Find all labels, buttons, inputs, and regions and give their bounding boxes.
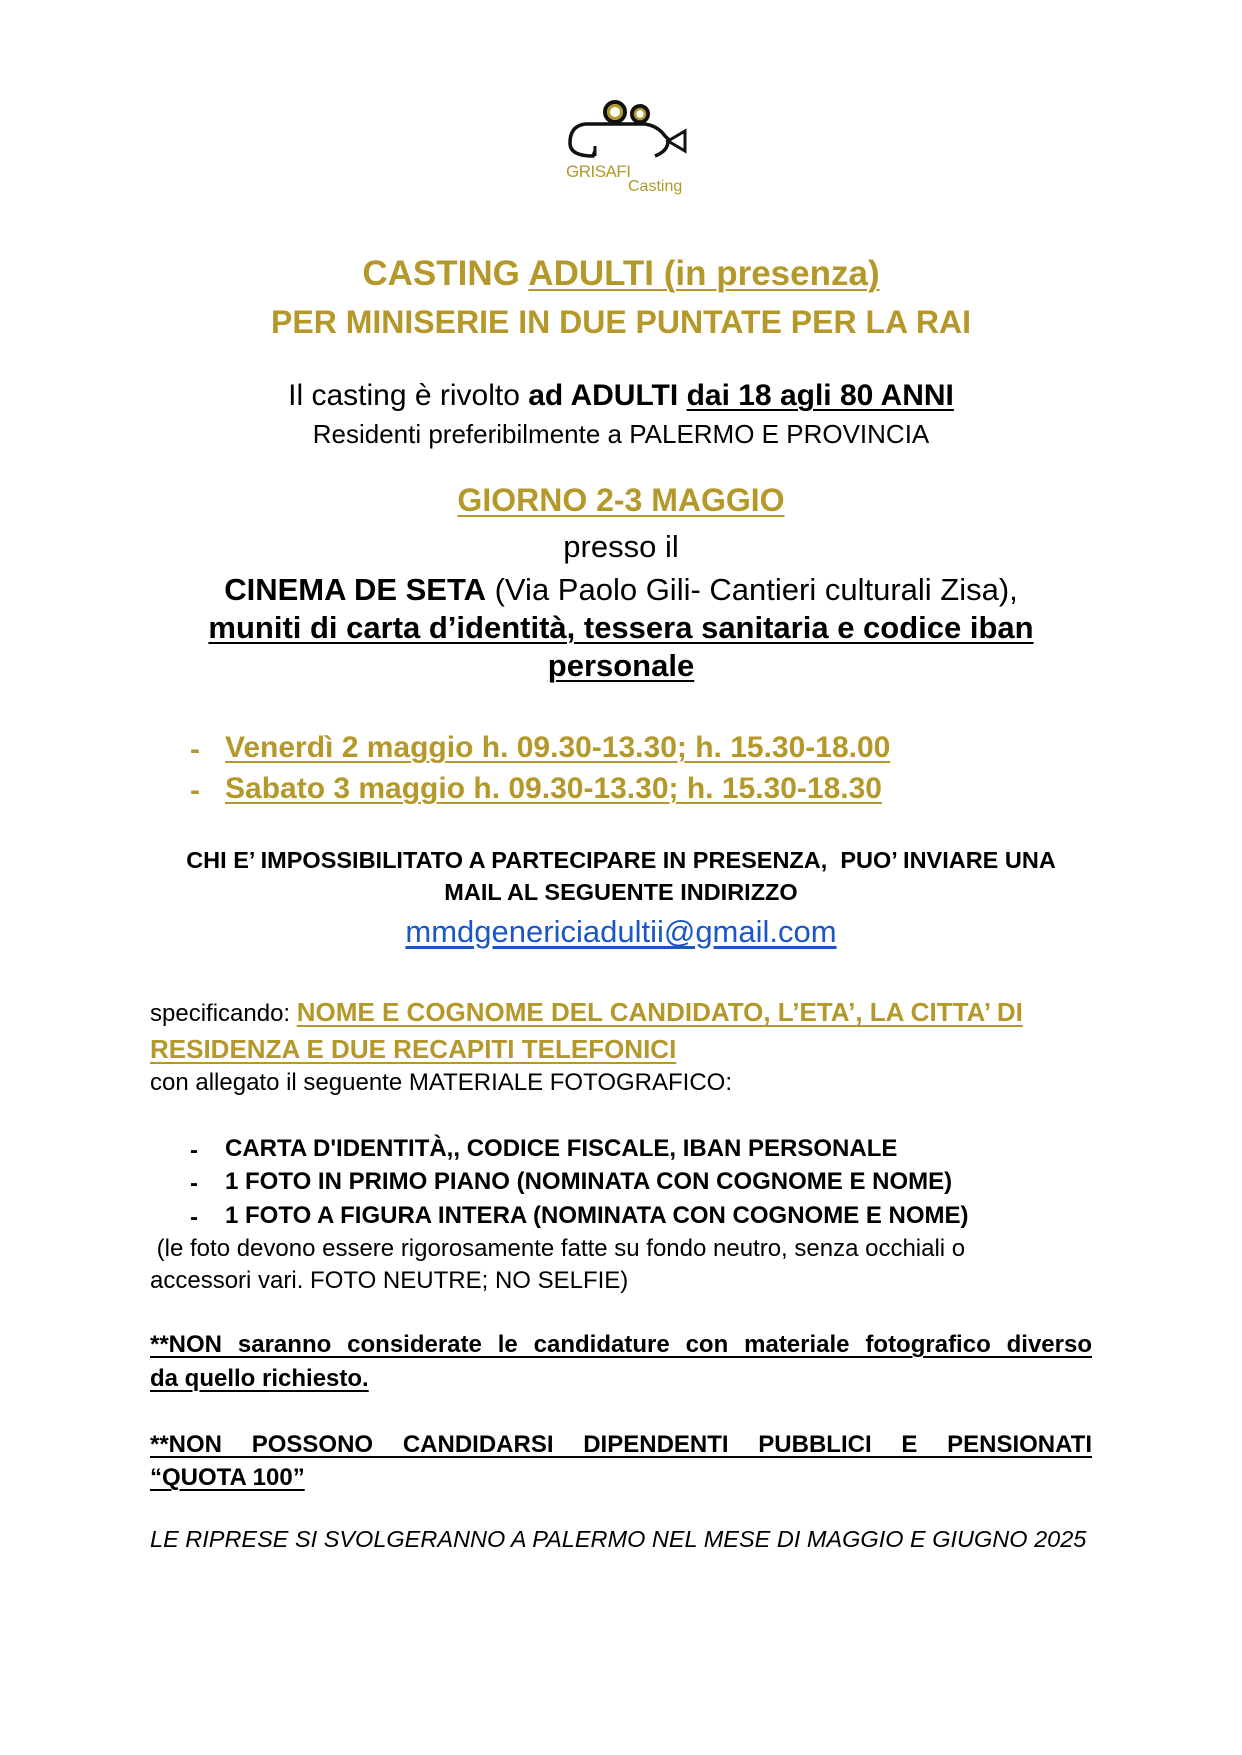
logo-brand: GRISAFI xyxy=(566,162,631,181)
photo-note-2: accessori vari. FOTO NEUTRE; NO SELFIE) xyxy=(150,1267,629,1294)
date-heading-text: GIORNO 2-3 MAGGIO xyxy=(457,482,785,518)
title-line-2: PER MINISERIE IN DUE PUNTATE PER LA RAI xyxy=(271,304,971,340)
schedule-text: Sabato 3 maggio h. 09.30-13.30; h. 15.30-18.30 xyxy=(225,772,882,805)
logo xyxy=(560,96,695,202)
bullet-dash: - xyxy=(190,1137,198,1164)
footer-note: LE RIPRESE SI SVOLGERANNO A PALERMO NEL MESE DI MAGGIO E GIUGNO 2025 xyxy=(150,1526,1087,1552)
remote-line-1: CHI E’ IMPOSSIBILITATO A PARTECIPARE IN PRESENZA, PUO’ INVIARE UNA xyxy=(186,847,1056,873)
photo-note-1: (le foto devono essere rigorosamente fatte su fondo neutro, senza occhiali o xyxy=(150,1235,966,1262)
warning-2-text-1: **NON POSSONO CANDIDARSI DIPENDENTI PUBBLICI E PENSIONATI xyxy=(150,1433,1092,1458)
spec-fields-2: RESIDENZA E DUE RECAPITI TELEFONICI xyxy=(150,1034,677,1064)
date-heading xyxy=(0,484,1242,516)
intro-line xyxy=(0,381,1242,411)
spec-fields-1: NOME E COGNOME DEL CANDIDATO, L’ETA’, LA CITTA’ DI xyxy=(296,997,1023,1027)
title-casting: CASTING xyxy=(362,254,520,293)
docs-line-1 xyxy=(0,612,1242,643)
warning-2-text-2: “QUOTA 100” xyxy=(150,1464,305,1491)
docs-line-2 xyxy=(0,650,1242,681)
intro-bold: ad ADULTI xyxy=(528,379,679,412)
venue-line xyxy=(0,574,1242,605)
schedule-text: Venerdì 2 maggio h. 09.30-13.30; h. 15.30-18.00 xyxy=(225,731,891,764)
spec-prefix: specificando: xyxy=(150,1000,297,1027)
allegato-line: con allegato il seguente MATERIALE FOTOGRAFICO: xyxy=(150,1069,732,1096)
material-text: 1 FOTO A FIGURA INTERA (NOMINATA CON COGNOME E NOME) xyxy=(225,1202,969,1229)
email-link[interactable]: mmdgenericiadultii@gmail.com xyxy=(405,914,837,949)
venue-address: (Via Paolo Gili- Cantieri culturali Zisa), xyxy=(486,572,1018,607)
presso-line: presso il xyxy=(563,529,679,564)
spec-line-2 xyxy=(150,1036,1092,1062)
title-adulti: ADULTI (in presenza) xyxy=(528,254,880,293)
residents-line: Residenti preferibilmente a PALERMO E PROVINCIA xyxy=(312,419,930,449)
bullet-dash: - xyxy=(190,1204,198,1231)
title-line-1 xyxy=(0,256,1242,291)
spec-line-1 xyxy=(150,999,1092,1026)
docs-text-2: personale xyxy=(547,648,695,683)
bullet-dash: - xyxy=(190,733,200,766)
material-text: 1 FOTO IN PRIMO PIANO (NOMINATA CON COGNOME E NOME) xyxy=(225,1168,953,1195)
intro-age-range: dai 18 agli 80 ANNI xyxy=(686,379,954,412)
warning-1-text-1: **NON saranno considerate le candidature con materiale fotografico diverso xyxy=(150,1333,1092,1358)
warning-1-line-1 xyxy=(150,1333,1092,1363)
docs-text-1: muniti di carta d’identità, tessera sanitaria e codice iban xyxy=(208,610,1034,645)
warning-2-line-2 xyxy=(150,1466,1092,1490)
logo-sub: Casting xyxy=(628,178,683,195)
bullet-dash: - xyxy=(190,774,200,807)
warning-2-line-1 xyxy=(150,1433,1092,1463)
bullet-dash: - xyxy=(190,1170,198,1197)
email-line xyxy=(0,916,1242,947)
warning-1-text-2: da quello richiesto. xyxy=(150,1365,369,1392)
material-text: CARTA D'IDENTITÀ,, CODICE FISCALE, IBAN PERSONALE xyxy=(225,1135,898,1162)
remote-line-2: MAIL AL SEGUENTE INDIRIZZO xyxy=(444,879,798,905)
warning-1-line-2 xyxy=(150,1367,1092,1391)
intro-text: Il casting è rivolto xyxy=(288,379,529,412)
venue-name: CINEMA DE SETA xyxy=(224,572,486,607)
